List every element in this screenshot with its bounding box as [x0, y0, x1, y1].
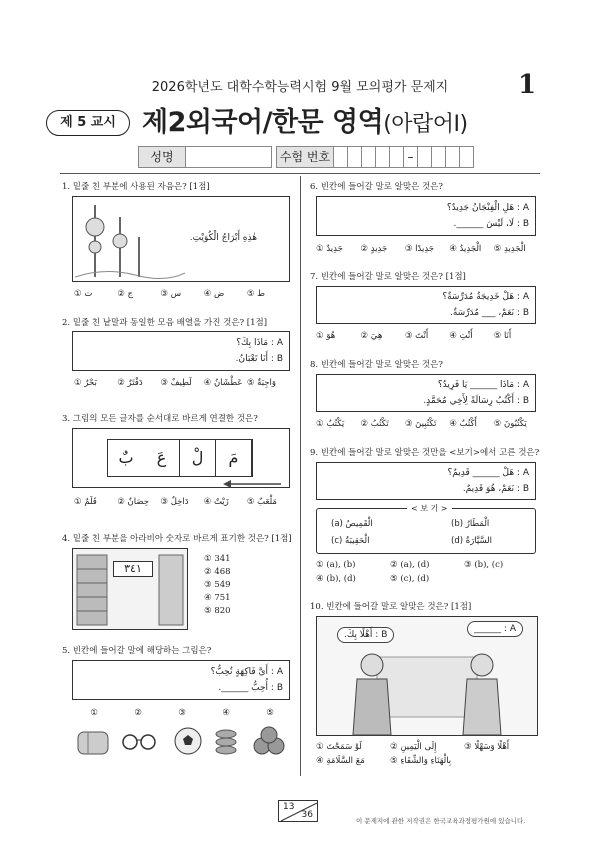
q9-option-3[interactable]: ③ (b), (c): [464, 560, 504, 570]
footer-page-box: [278, 800, 318, 822]
q9-bogi-a: (a) الْقَمِيصُ: [331, 519, 373, 529]
q9-line-a: A : هَلْ ______ قَدِيمٌ؟: [447, 468, 529, 478]
q8-option-4[interactable]: ④ أَكْتُبُ: [449, 419, 477, 429]
q10-options: [316, 742, 538, 766]
arrow-left-icon: [223, 479, 283, 489]
q4-picture-box: [72, 548, 188, 630]
q4-plate: ٣٤١: [113, 561, 153, 577]
q9-line-b: B : نَعَمْ، هُوَ قَدِيمٌ.: [462, 484, 529, 494]
q2-options: [74, 378, 290, 388]
q10-option-1[interactable]: ① لَوْ سَمَحْتَ: [316, 742, 362, 752]
q1-sentence: هٰذِهِ أَبْرَاجُ الْكُوَيْتِ.: [189, 233, 257, 243]
q6-option-1[interactable]: ① جَدِيدٌ: [316, 244, 343, 254]
q5-prompt: 5. 빈칸에 들어갈 말에 해당하는 그림은?: [62, 646, 212, 656]
q6-option-3[interactable]: ③ جَدِيدًا: [404, 244, 435, 254]
name-label: 성명: [138, 146, 186, 168]
q4-option-1[interactable]: ① 341: [204, 554, 231, 564]
q10-option-5[interactable]: ⑤ بِالْهَنَاءِ وَالشِّفَاءِ: [390, 756, 452, 766]
footer-page: 13: [283, 802, 295, 812]
exam-no-label: 수험 번호: [276, 146, 334, 168]
soccer-ball-icon: [175, 728, 201, 754]
page-number: 1: [518, 70, 537, 100]
q4-option-4[interactable]: ④ 751: [204, 593, 231, 603]
q1-option-1[interactable]: ① ت: [74, 289, 93, 299]
q5-option-3[interactable]: ③: [178, 708, 186, 718]
q9-option-1[interactable]: ① (a), (b): [316, 560, 356, 570]
bread-icon: [78, 732, 108, 754]
q3-prompt: 3. 그림의 모든 글자를 순서대로 바르게 연결한 것은?: [62, 414, 258, 424]
q5-line-a: A : أَيَّ فَاكِهَةٍ تُحِبُّ؟: [210, 667, 283, 677]
q9-option-5[interactable]: ⑤ (c), (d): [390, 574, 430, 584]
q6-options: [316, 244, 538, 254]
q8-option-2[interactable]: ② تَكْتُبُ: [360, 419, 389, 429]
q9-bogi-box: [316, 504, 536, 554]
q3-letter-cards: [107, 439, 253, 477]
q8-prompt: 8. 빈칸에 들어갈 말로 알맞은 것은?: [310, 360, 443, 370]
q8-option-3[interactable]: ③ تَكْتُبِينَ: [404, 419, 437, 429]
exam-no-boxes[interactable]: [334, 146, 474, 168]
q3-picture-box: [72, 428, 290, 488]
header-divider: [60, 173, 540, 174]
q2-option-2[interactable]: ② دَفْتَرٌ: [117, 378, 143, 388]
q2-option-3[interactable]: ③ لَطِيفٌ: [160, 378, 192, 388]
q8-option-1[interactable]: ① يَكْتُبُ: [316, 419, 345, 429]
name-field[interactable]: [186, 146, 272, 168]
q7-option-5[interactable]: ⑤ أَنَا: [493, 331, 512, 341]
q10-picture-box: [316, 616, 538, 736]
q1-prompt: 1. 밑줄 친 부분에 사용된 자음은? [1점]: [62, 182, 210, 192]
q3-option-5[interactable]: ⑤ مَلْعَبٌ: [246, 497, 277, 507]
apples-icon: [254, 727, 284, 754]
page-slash: [279, 801, 319, 823]
q3-option-1[interactable]: ① قَلَمٌ: [74, 497, 97, 507]
q3-letter-1: مَ: [216, 440, 252, 476]
q6-option-2[interactable]: ② جَدِيدٍ: [360, 244, 388, 254]
q10-option-4[interactable]: ④ مَعَ السَّلَامَةِ: [316, 756, 365, 766]
q6-dialogue-box: [316, 196, 536, 236]
fish-icon: [216, 730, 236, 754]
q6-prompt: 6. 빈칸에 들어갈 말로 알맞은 것은?: [310, 182, 443, 192]
q2-option-5[interactable]: ⑤ وَاجِبَةٌ: [246, 378, 276, 388]
q1-option-5[interactable]: ⑤ ط: [246, 289, 266, 299]
q4-option-5[interactable]: ⑤ 820: [204, 606, 231, 616]
q3-letter-4: بٌ: [118, 448, 134, 467]
q4-option-2[interactable]: ② 468: [204, 567, 231, 577]
q9-prompt: 9. 빈칸에 들어갈 말로 알맞은 것만을 <보기>에서 고른 것은?: [310, 448, 540, 458]
q9-option-2[interactable]: ② (a), (d): [390, 560, 430, 570]
q5-line-b: B : أُحِبُّ ______.: [218, 683, 283, 693]
q6-option-4[interactable]: ④ الْجَدِيدُ: [449, 244, 482, 254]
q4-prompt: 4. 밑줄 친 부분을 아라비아 숫자로 바르게 표기한 것은? [1점]: [62, 534, 292, 544]
glasses-icon: [123, 735, 155, 749]
q8-option-5[interactable]: ⑤ يَكْتُبُونَ: [493, 419, 527, 429]
q1-option-2[interactable]: ② ج: [117, 289, 134, 299]
q8-options: [316, 419, 538, 429]
q9-option-4[interactable]: ④ (b), (d): [316, 574, 356, 584]
subject-sub: (아랍어Ⅰ): [383, 112, 468, 137]
q6-line-b: B : لَا، لَيْسَ ______.: [453, 219, 529, 229]
kuwait-towers-illustration: [75, 197, 185, 281]
q9-dialogue-box: [316, 462, 536, 500]
q7-option-4[interactable]: ④ أَنْتِ: [449, 331, 473, 341]
q9-bogi-b: (b) الْمَطَارُ: [451, 519, 490, 529]
q5-option-5[interactable]: ⑤: [266, 708, 274, 718]
q10-bubble-a: A : ______: [467, 621, 523, 637]
q4-options: [204, 553, 231, 618]
q3-options: [74, 497, 290, 507]
q8-line-b: B : أَكْتُبُ رِسَالَةً لِأَخِي مُحَمَّدٍ.: [423, 396, 529, 406]
q7-line-a: A : هَلْ خَدِيجَةُ مُدَرِّسَةٌ؟: [442, 292, 529, 302]
subject-title: [142, 100, 468, 139]
q5-option-1[interactable]: ①: [90, 708, 98, 718]
q3-letter-2: لْ: [180, 440, 216, 476]
q1-option-4[interactable]: ④ ض: [203, 289, 225, 299]
q1-picture-box: [72, 196, 290, 282]
q9-bogi-c: (c) الْحَقِيبَةُ: [331, 536, 370, 546]
q5-option-labels: [74, 708, 290, 718]
exam-no-dash: –: [404, 146, 418, 168]
q5-option-pictures: [74, 722, 290, 758]
period-badge: 제 5 교시: [46, 110, 130, 136]
q7-option-1[interactable]: ① هُوَ: [316, 331, 336, 341]
q9-bogi-d: (d) السَّيَّارَةُ: [451, 536, 492, 546]
q8-dialogue-box: [316, 374, 536, 412]
q2-dialogue-box: [72, 331, 290, 371]
footer-total: 36: [301, 810, 313, 820]
copyright-note: 이 문제지에 관한 저작권은 한국교육과정평가원에 있습니다.: [356, 817, 526, 825]
q6-line-a: A : هَلِ الْفِنْجَانُ جَدِيدٌ؟: [446, 203, 529, 213]
q1-options: [74, 289, 290, 299]
subject-main: 제2외국어/한문 영역: [142, 107, 384, 138]
q10-bubble-b: B : أَهْلًا بِكَ.: [337, 627, 394, 643]
exam-header-title: 2026학년도 대학수학능력시험 9월 모의평가 문제지: [151, 80, 449, 95]
q7-dialogue-box: [316, 286, 536, 324]
q7-line-b: B : نَعَمْ، ___ مُدَرِّسَةٌ.: [449, 308, 529, 318]
q6-option-5[interactable]: ⑤ الْجَدِيدِ: [493, 244, 526, 254]
q10-option-2[interactable]: ② إِلَى الْيَمِينِ: [390, 742, 437, 752]
q3-option-2[interactable]: ② حِصَانٌ: [117, 497, 149, 507]
q8-line-a: A : مَاذَا ______ يَا فَرِيدُ؟: [437, 380, 529, 390]
q2-line-a: A : مَاذَا بِكَ؟: [236, 338, 283, 348]
q3-letter-3: عَ: [144, 440, 180, 476]
name-exam-bar: [138, 146, 474, 168]
q2-option-4[interactable]: ④ عَطْشَانُ: [203, 378, 243, 388]
q10-prompt: 10. 빈칸에 들어갈 말로 알맞은 것은? [1점]: [310, 602, 472, 612]
q9-bogi-title: < 보 기 >: [407, 503, 452, 514]
column-divider: [300, 176, 301, 776]
q5-dialogue-box: [72, 660, 290, 700]
q4-option-3[interactable]: ③ 549: [204, 580, 231, 590]
q2-option-1[interactable]: ① بَحْرٌ: [74, 378, 97, 388]
q7-prompt: 7. 빈칸에 들어갈 말로 알맞은 것은? [1점]: [310, 272, 466, 282]
q2-line-b: B : أَنَا تَعْبَانُ.: [235, 354, 283, 364]
q7-options: [316, 331, 538, 341]
q3-option-4[interactable]: ④ زَيْتٌ: [203, 497, 229, 507]
q9-options: [316, 560, 538, 584]
q7-option-3[interactable]: ③ أَنْتَ: [404, 331, 429, 341]
q10-option-3[interactable]: ③ أَهْلًا وَسَهْلًا: [464, 742, 510, 752]
q2-prompt: 2. 밑줄 친 낱말과 동일한 모음 배열을 가진 것은? [1점]: [62, 318, 268, 328]
q5-option-4[interactable]: ④: [222, 708, 230, 718]
q5-option-2[interactable]: ②: [134, 708, 142, 718]
q3-option-3[interactable]: ③ دَاخِلٌ: [160, 497, 189, 507]
q7-option-2[interactable]: ② هِيَ: [360, 331, 383, 341]
q1-option-3[interactable]: ③ س: [160, 289, 182, 299]
